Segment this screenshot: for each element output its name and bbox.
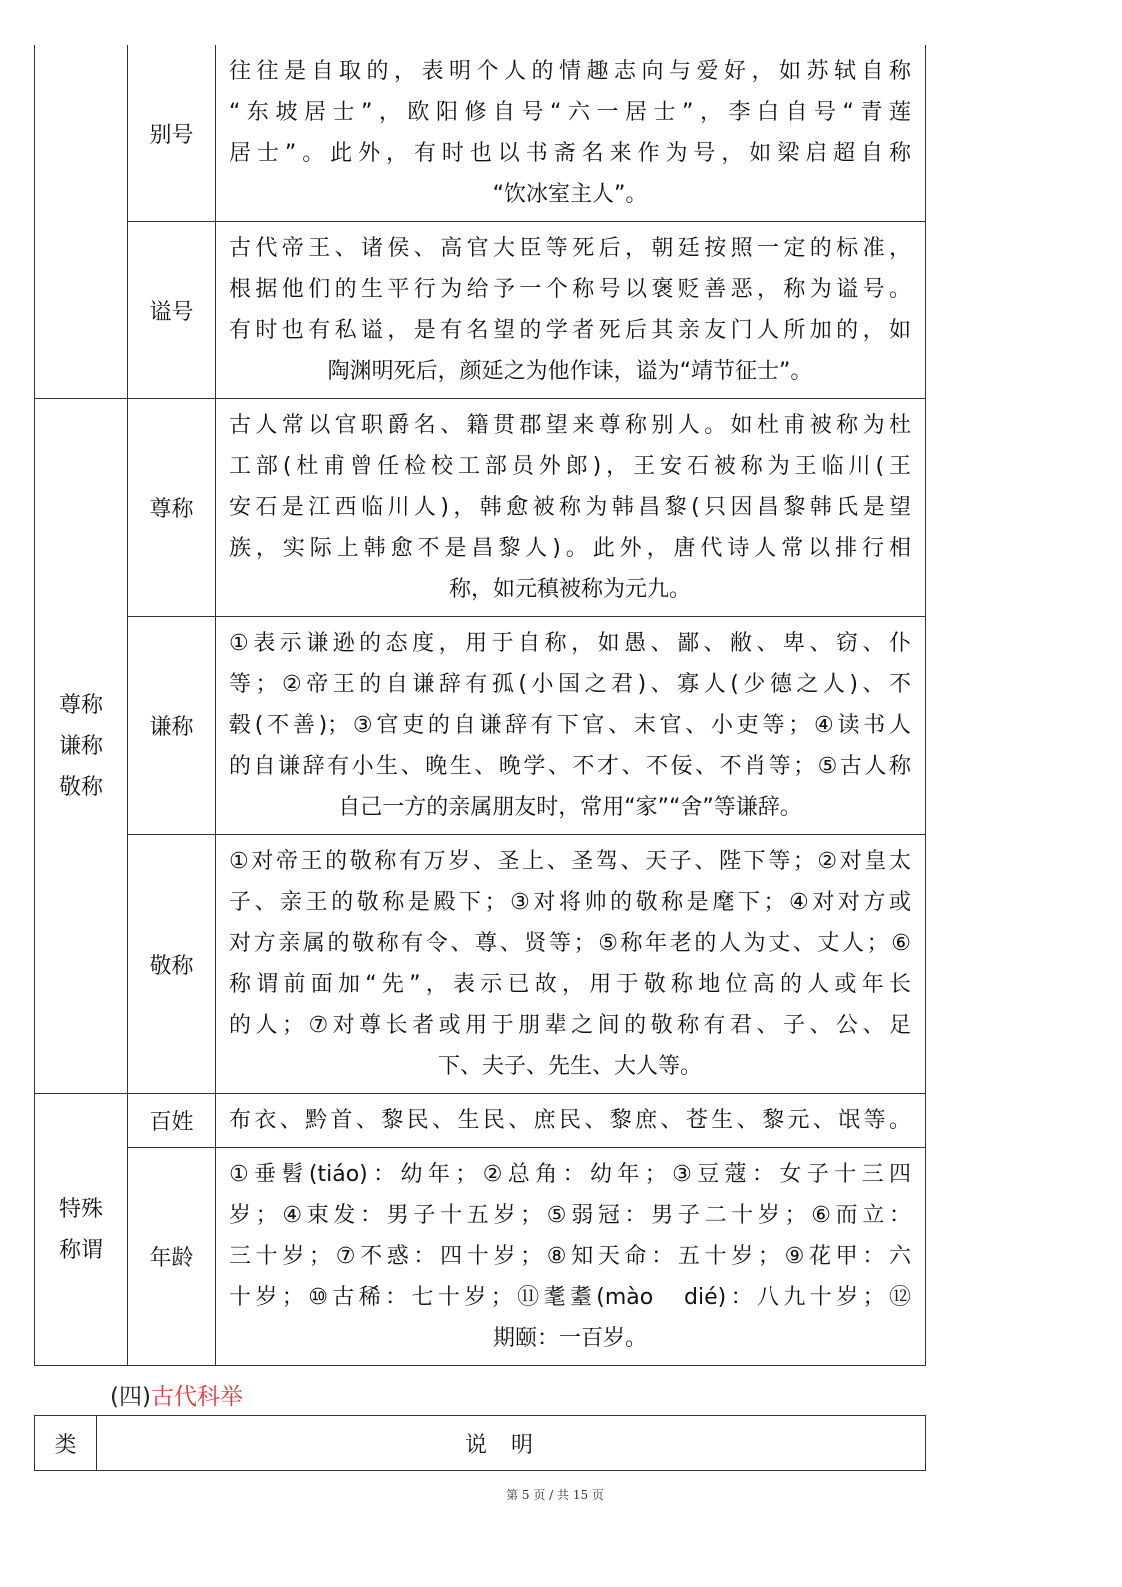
category-cell bbox=[35, 1094, 128, 1366]
description-line: 陶渊明死后，颜延之为他作诔，谥为“靖节征士”。 bbox=[327, 359, 813, 384]
description-line: 十岁；⑩古稀：七十岁；⑪耄耋(mào dié)：八九十岁；⑫ bbox=[229, 1285, 911, 1310]
description-line: 的人；⑦对尊长者或用于朋辈之间的敬称有君、子、公、足 bbox=[229, 1013, 911, 1038]
description-cell bbox=[216, 835, 926, 1094]
description-cell bbox=[216, 45, 926, 222]
description-line: 的自谦辞有小生、晚生、晚学、不才、不佞、不肖等；⑤古人称 bbox=[229, 754, 911, 779]
description-line: 下、夫子、先生、大人等。 bbox=[437, 1054, 702, 1079]
description-line: 岁；④束发：男子十五岁；⑤弱冠：男子二十岁；⑥而立： bbox=[229, 1203, 911, 1228]
description-line: 安石是江西临川人)，韩愈被称为韩昌黎(只因昌黎韩氏是望 bbox=[229, 495, 911, 520]
description-line: 三十岁；⑦不惑：四十岁；⑧知天命：五十岁；⑨花甲：六 bbox=[229, 1244, 911, 1269]
description-line: 期颐：一百岁。 bbox=[492, 1326, 647, 1351]
description-line: ①表示谦逊的态度，用于自称，如愚、鄙、敝、卑、窃、仆 bbox=[229, 631, 911, 656]
header-category: 类 bbox=[35, 1416, 97, 1471]
keju-table bbox=[34, 1415, 926, 1471]
category-label: 敬称 bbox=[58, 774, 103, 800]
description-cell bbox=[216, 399, 926, 617]
term-cell: 谦称 bbox=[128, 617, 216, 835]
description-line: 古代帝王、诸侯、高官大臣等死后，朝廷按照一定的标准， bbox=[229, 236, 911, 261]
table-header-row bbox=[35, 1416, 926, 1471]
table-row bbox=[35, 835, 926, 1094]
description-line: 根据他们的生平行为给予一个称号以褒贬善恶，称为谥号。 bbox=[229, 277, 911, 302]
description-line: 等；②帝王的自谦辞有孤(小国之君)、寡人(少德之人)、不 bbox=[229, 672, 911, 697]
term-cell: 尊称 bbox=[128, 399, 216, 617]
category-label: 尊称 bbox=[58, 692, 103, 718]
description-line: 子、亲王的敬称是殿下；③对将帅的敬称是麾下；④对对方或 bbox=[229, 890, 911, 915]
section-title: 古代科举 bbox=[150, 1384, 243, 1410]
category-cell bbox=[35, 399, 128, 1094]
category-cell bbox=[35, 45, 128, 399]
description-line: 古人常以官职爵名、籍贯郡望来尊称别人。如杜甫被称为杜 bbox=[229, 413, 911, 438]
section-heading: (四)古代科举 bbox=[110, 1384, 243, 1410]
table-row bbox=[35, 45, 926, 222]
description-line: 布衣、黔首、黎民、生民、庶民、黎庶、苍生、黎元、氓等。 bbox=[229, 1108, 911, 1133]
description-line: “东坡居士”，欧阳修自号“六一居士”，李白自号“青莲 bbox=[229, 100, 911, 125]
page-footer: 第 5 页 / 共 15 页 bbox=[506, 1488, 604, 1502]
table-row bbox=[35, 1094, 926, 1148]
description-line: 居士”。此外，有时也以书斋名来作为号，如梁启超自称 bbox=[229, 141, 911, 166]
description-line: 族，实际上韩愈不是昌黎人)。此外，唐代诗人常以排行相 bbox=[229, 536, 911, 561]
term-cell: 百姓 bbox=[128, 1094, 216, 1148]
table-row bbox=[35, 399, 926, 617]
titles-table bbox=[34, 45, 926, 1366]
description-line: ①垂髫(tiáo)：幼年；②总角：幼年；③豆蔻：女子十三四 bbox=[229, 1162, 911, 1187]
description-line: 称谓前面加“先”，表示已故，用于敬称地位高的人或年长 bbox=[229, 972, 911, 997]
description-cell bbox=[216, 617, 926, 835]
description-line: 自己一方的亲属朋友时，常用“家”“舍”等谦辞。 bbox=[338, 795, 802, 820]
table-row bbox=[35, 1148, 926, 1366]
description-line: 称，如元稹被称为元九。 bbox=[448, 577, 691, 602]
description-line: 往往是自取的，表明个人的情趣志向与爱好，如苏轼自称 bbox=[229, 59, 911, 84]
description-line: ①对帝王的敬称有万岁、圣上、圣驾、天子、陛下等；②对皇太 bbox=[229, 849, 911, 874]
term-cell: 敬称 bbox=[128, 835, 216, 1094]
term-cell: 谥号 bbox=[128, 222, 216, 399]
description-cell bbox=[216, 1094, 926, 1148]
category-label: 谦称 bbox=[58, 733, 103, 759]
table-row bbox=[35, 617, 926, 835]
category-label: 特殊 bbox=[58, 1196, 103, 1222]
table-row bbox=[35, 222, 926, 399]
term-cell: 年龄 bbox=[128, 1148, 216, 1366]
description-line: 有时也有私谥，是有名望的学者死后其亲友门人所加的，如 bbox=[229, 318, 911, 343]
header-description: 说明 bbox=[97, 1416, 926, 1471]
description-line: 毂(不善)；③官吏的自谦辞有下官、末官、小吏等；④读书人 bbox=[229, 713, 911, 738]
description-line: 工部(杜甫曾任检校工部员外郎)，王安石被称为王临川(王 bbox=[229, 454, 911, 479]
term-cell: 别号 bbox=[128, 45, 216, 222]
description-cell bbox=[216, 1148, 926, 1366]
description-line: 对方亲属的敬称有令、尊、贤等；⑤称年老的人为丈、丈人；⑥ bbox=[229, 931, 911, 956]
category-label: 称谓 bbox=[58, 1237, 103, 1263]
description-line: “饮冰室主人”。 bbox=[492, 182, 648, 207]
description-cell bbox=[216, 222, 926, 399]
